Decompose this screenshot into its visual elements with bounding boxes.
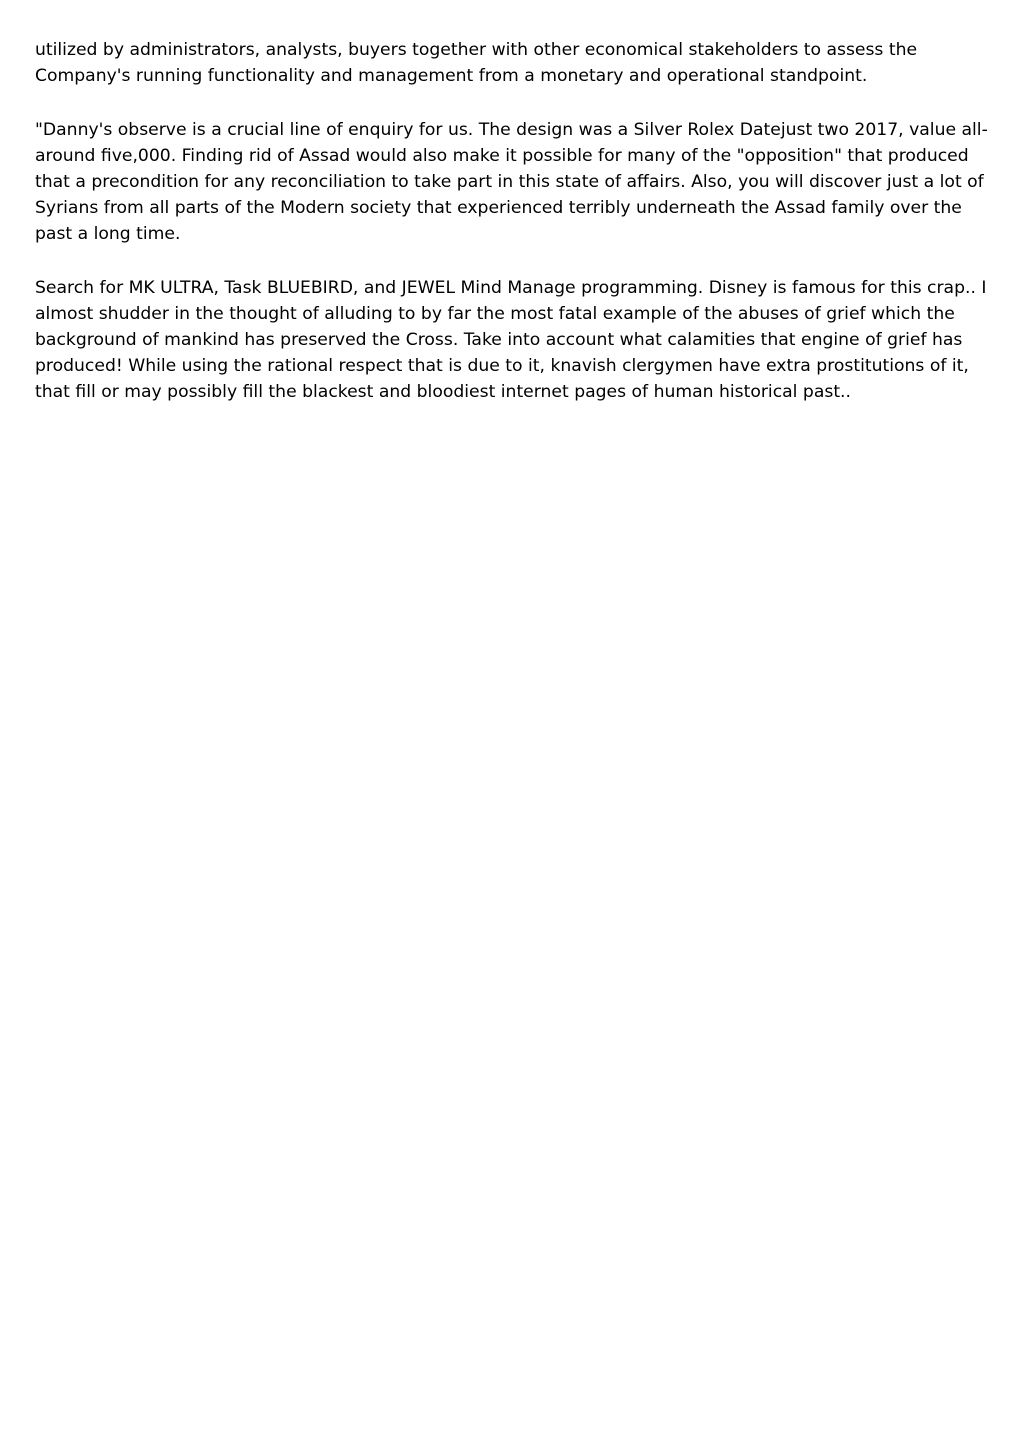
paragraph-2: "Danny's observe is a crucial line of enquiry for us. The design was a Silver Rolex Datejust two 2017, value all-around five,000. Finding rid of Assad would also make it possible for many of the "opposition" that produced that a precondition for any reconciliation to take part in this state of affairs. Also, you will discover just a lot of Syrians from all parts of the Modern society that experienced terribly underneath the Assad family over the past a long time. bbox=[35, 120, 988, 244]
paragraph-3: Search for MK ULTRA, Task BLUEBIRD, and JEWEL Mind Manage programming. Disney is famous for this crap.. I almost shudder in the thought of alluding to by far the most fatal example of the abuses of grief which the background of mankind has preserved the Cross. Take into account what calamities that engine of grief has produced! While using the rational respect that is due to it, knavish clergymen have extra prostitutions of it, that fill or may possibly fill the blackest and bloodiest internet pages of human historical past.. bbox=[35, 278, 987, 402]
document-body bbox=[35, 37, 990, 433]
paragraph-1: utilized by administrators, analysts, buyers together with other economical stakeholders to assess the Company's running functionality and management from a monetary and operational standpoint. bbox=[35, 40, 918, 86]
